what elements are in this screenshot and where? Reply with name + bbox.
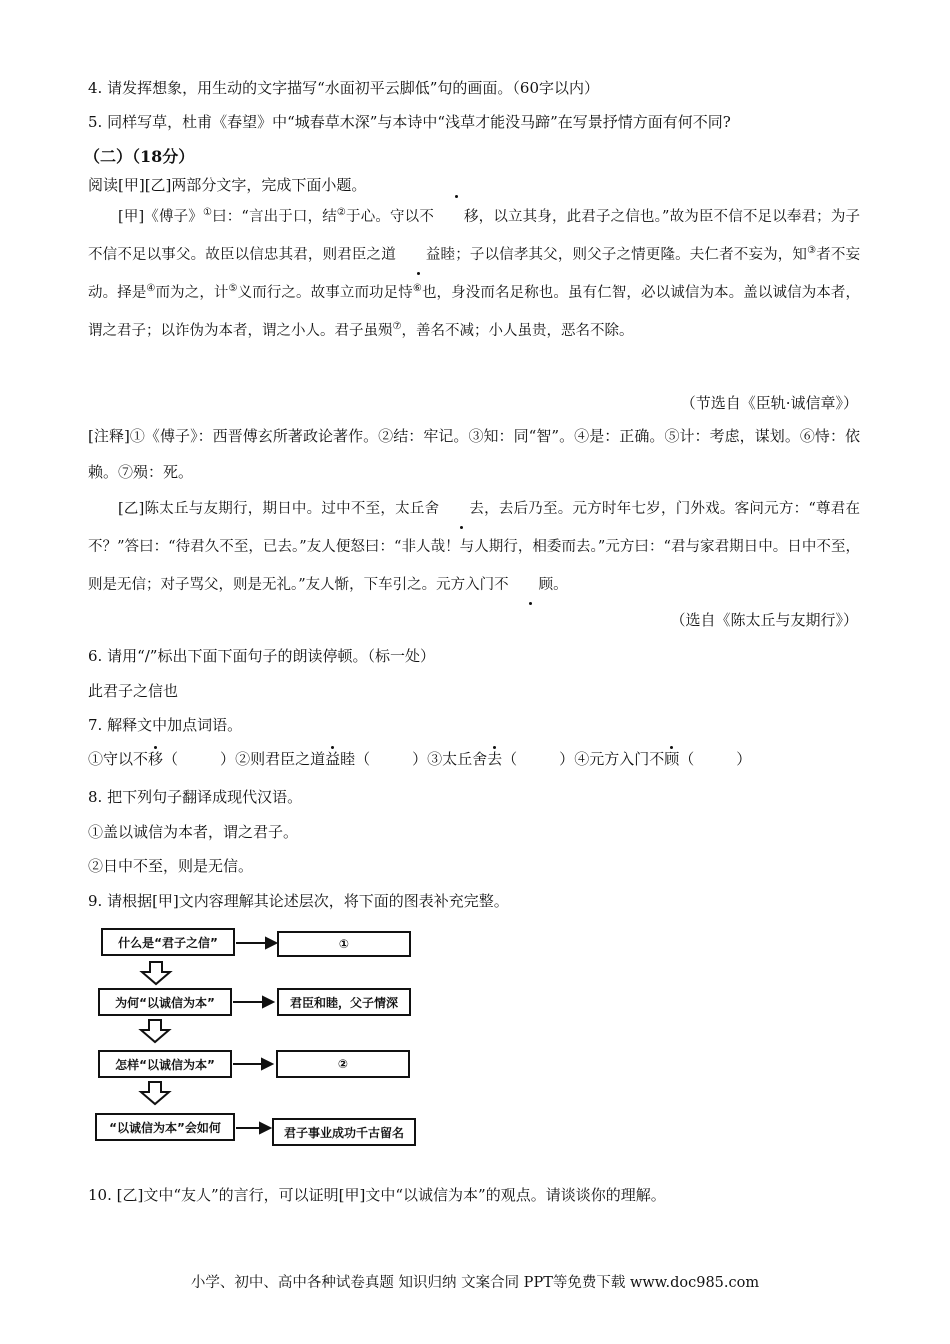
flow-left-4: “以诚信为本”会如何: [95, 1113, 235, 1141]
section-heading: （二）（18分）: [84, 147, 195, 166]
flow-left-2: 为何“以诚信为本”: [98, 988, 232, 1016]
question-8-2: ②日中不至，则是无信。: [88, 857, 254, 875]
dotted-word: 益: [396, 236, 441, 274]
dotted-word: 顾: [509, 566, 554, 604]
question-10: 10. [乙]文中“友人”的言行，可以证明[甲]文中“以诚信为本”的观点。请谈谈你的理解。: [88, 1186, 666, 1204]
question-8: 8. 把下列句子翻译成现代汉语。: [88, 788, 303, 806]
question-5: 5. 同样写草，杜甫《春望》中“城春草木深”与本诗中“浅草才能没马蹄”在写景抒情方面有何不同?: [88, 113, 731, 131]
dotted-word: 去: [439, 490, 484, 528]
question-6-sentence: 此君子之信也: [88, 682, 179, 700]
question-9: 9. 请根据[甲]文内容理解其论述层次，将下面的图表补充完整。: [88, 892, 509, 910]
flow-right-2: 君臣和睦，父子情深: [277, 988, 411, 1016]
passage-yi: [乙]陈太丘与友期行，期日中。过中不至，太丘舍 去，去后乃至。元方时年七岁，门外戏。客问元方：“尊君在不？”答曰：“待君久不至，已去。”友人便怒曰：“非人哉！与人期行，相委而去。”元方曰：“君与家君期日中。日中不至，则是无信；对子骂父，则是无礼。”友人惭，下车引之。元方入门不 顾。: [88, 490, 860, 604]
passage-jia: [甲]《傅子》①曰：“言出于口，结②于心。守以不 移，以立其身，此君子之信也。”故为臣不信不足以奉君；为子不信不足以事父。故臣以信忠其君，则君臣之道 益睦；子以信孝其父，则父子之情更隆。夫仁者不妄为，知③者不妄动。择是④而为之，计⑤义而行之。故事立而功足恃⑥也，身没而名足称也。虽有仁智，必以诚信为本。盖以诚信为本者，谓之君子；以诈伪为本者，谓之小人。君子虽殒⑦，善名不减；小人虽贵，恶名不除。: [88, 198, 860, 350]
down-arrow-icon: [141, 962, 170, 1104]
dotted-word: 移: [434, 198, 479, 236]
flow-left-1: 什么是“君子之信”: [101, 928, 235, 956]
question-6: 6. 请用“/”标出下面下面句子的朗读停顿。（标一处）: [88, 647, 435, 665]
source-jia: （节选自《臣轨·诚信章》）: [680, 394, 858, 412]
section-intro: 阅读[甲][乙]两部分文字，完成下面小题。: [88, 176, 367, 194]
flowchart-arrows: [90, 920, 510, 1160]
flow-right-1: ①: [277, 931, 411, 957]
flow-left-3: 怎样“以诚信为本”: [98, 1050, 232, 1078]
flow-right-4: 君子事业成功千古留名: [272, 1118, 416, 1146]
question-7: 7. 解释文中加点词语。: [88, 716, 243, 734]
question-7-items: ①守以不移（ ）②则君臣之道益睦（ ）③太丘舍去（ ）④元方入门不顾（ ）: [88, 750, 752, 768]
question-4: 4. 请发挥想象，用生动的文字描写“水面初平云脚低”句的画面。（60字以内）: [88, 79, 600, 97]
question-8-1: ①盖以诚信为本者，谓之君子。: [88, 823, 299, 841]
page-footer: 小学、初中、高中各种试卷真题 知识归纳 文案合同 PPT等免费下载 www.doc985.com: [190, 1275, 760, 1291]
source-yi: （选自《陈太丘与友期行》）: [670, 611, 858, 629]
annotations: [注释]①《傅子》：西晋傅玄所著政论著作。②结：牢记。③知：同“智”。④是：正确。⑤计：考虑，谋划。⑥恃：依赖。⑦殒：死。: [88, 427, 860, 481]
flow-right-3: ②: [276, 1050, 410, 1078]
right-arrow-icon: [233, 938, 276, 1133]
